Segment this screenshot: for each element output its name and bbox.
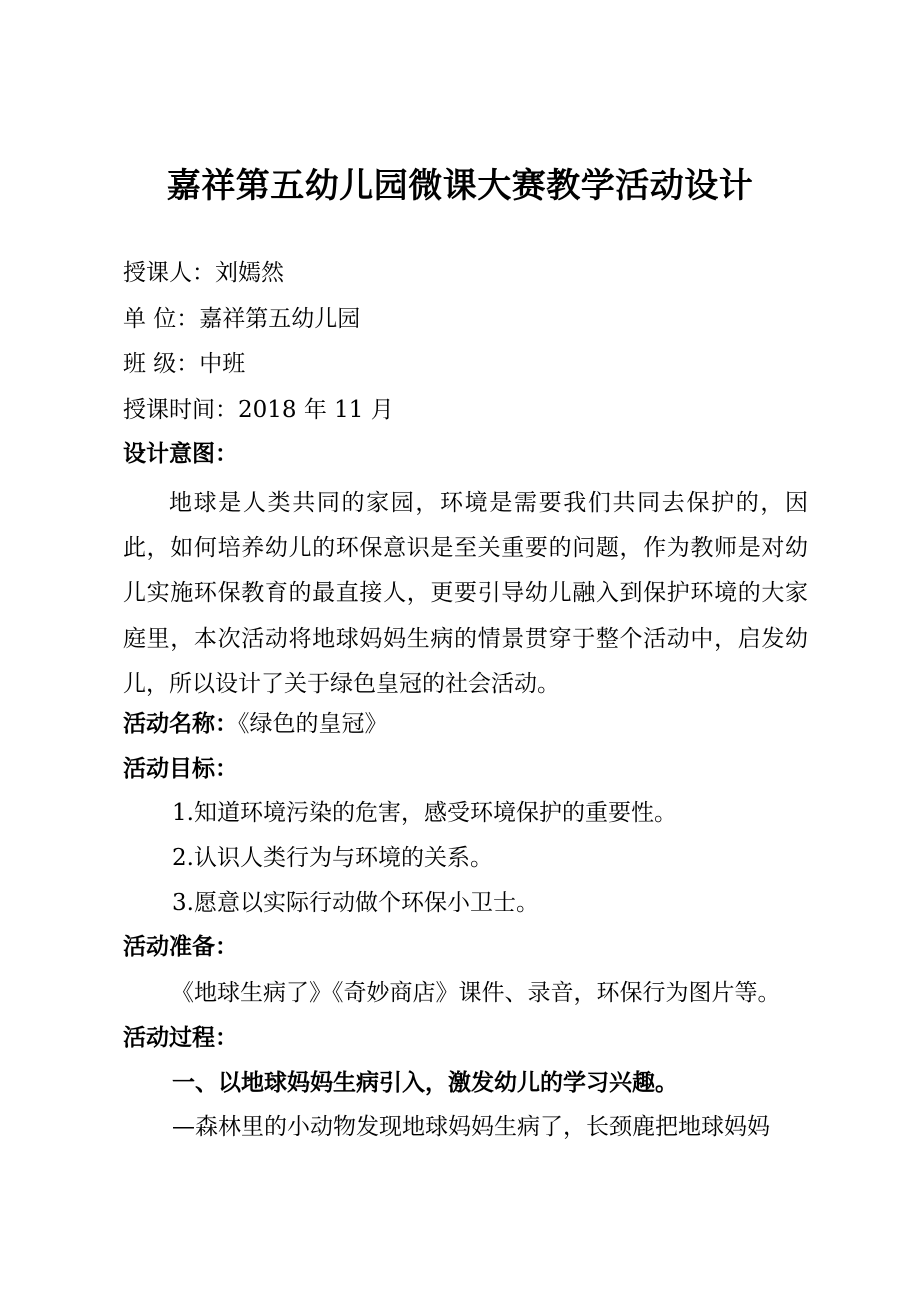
class-line: 班 级：中班 xyxy=(123,351,246,377)
unit-line: 单 位：嘉祥第五幼儿园 xyxy=(123,306,361,332)
goals-heading: 活动目标： xyxy=(123,756,238,782)
design-intent-paragraph: 地球是人类共同的家园，环境是需要我们共同去保护的，因此，如何培养幼儿的环保意识是至关重要的问题，作为教师是对幼儿实施环保教育的最直接人，更要引导幼儿融入到保护环境的大家庭里，本次活动将地球妈妈生病的情景贯穿于整个活动中，启发幼儿，所以设计了关于绿色皇冠的社会活动。 xyxy=(123,490,808,697)
time-line: 授课时间：2018 年 11 月 xyxy=(123,397,394,423)
goal-item: 2.认识人类行为与环境的关系。 xyxy=(172,845,493,871)
preparation-heading: 活动准备： xyxy=(123,934,238,960)
activity-name-line xyxy=(123,707,388,741)
activity-name-value: 《绿色的皇冠》 xyxy=(238,711,388,737)
document-title: 嘉祥第五幼儿园微课大赛教学活动设计 xyxy=(166,166,754,206)
goal-item: 3.愿意以实际行动做个环保小卫士。 xyxy=(172,890,539,916)
process-step-1-text: —森林里的小动物发现地球妈妈生病了，长颈鹿把地球妈妈 xyxy=(172,1114,770,1140)
process-heading: 活动过程： xyxy=(123,1025,238,1051)
teacher-line: 授课人：刘嫣然 xyxy=(123,260,284,286)
activity-name-heading: 活动名称： xyxy=(123,711,238,737)
goal-item: 1.知道环境污染的危害，感受环境保护的重要性。 xyxy=(172,800,677,826)
process-step-1: 一、以地球妈妈生病引入，激发幼儿的学习兴趣。 xyxy=(172,1070,678,1096)
design-intent-heading: 设计意图： xyxy=(123,441,238,467)
preparation-text: 《地球生病了》《奇妙商店》课件、录音，环保行为图片等。 xyxy=(171,980,781,1006)
